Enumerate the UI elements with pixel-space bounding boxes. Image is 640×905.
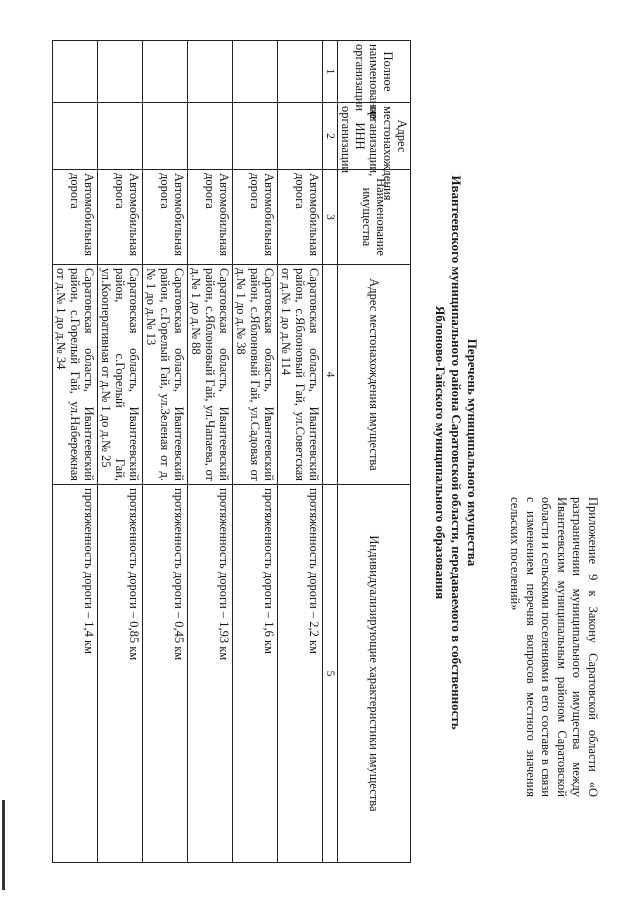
org-address-cell — [53, 103, 98, 170]
org-name-cell — [143, 41, 188, 103]
heading-line-2: Ивантеевского муниципального района Саратовской области, передаваемого в собственность — [449, 175, 464, 730]
property-name-cell: Автомобильная дорога — [143, 170, 188, 265]
property-name-cell: Автомобильная дорога — [233, 170, 278, 265]
characteristics-cell: протяженность дороги – 0,45 км — [143, 485, 188, 863]
org-name-cell — [278, 41, 323, 103]
org-name-cell — [233, 41, 278, 103]
heading-line-3: Яблоново-Гайского муниципального образования — [433, 305, 448, 600]
header-property-name: Наименование имущества — [338, 170, 411, 265]
appendix-note: Приложение 9 к Закону Саратовской области «О разграничении муниципального имущества между Ивантеевским муниципальным районом Саратовской области и сельскими поселениями в его составе в связи с изменением перечня вопросов местного значения сельских поселений» — [508, 497, 600, 797]
header-characteristics: Индивидуализирующие характеристики имущества — [338, 485, 411, 863]
characteristics-cell: протяженность дороги – 1,93 км — [188, 485, 233, 863]
org-address-cell — [98, 103, 143, 170]
property-address-cell: Саратовская область, Ивантеевский район, с.Горелый Гай, ул.Кооперативная от д.№ 1 до д.№ 25 — [98, 265, 143, 485]
column-number: 2 — [323, 103, 338, 170]
property-address-cell: Саратовская область, Ивантеевский район, с.Яблоновый Гай, ул.Советская от д.№ 1 до д.№ 114 — [278, 265, 323, 485]
property-table — [52, 40, 411, 863]
property-address-cell: Саратовская область, Ивантеевский район, с.Горелый Гай, ул.Набережная от д.№ 1 до д.№ 34 — [53, 265, 98, 485]
property-name-cell: Автомобильная дорога — [98, 170, 143, 265]
column-number: 4 — [323, 265, 338, 485]
table-row — [188, 41, 233, 863]
property-address-cell: Саратовская область, Ивантеевский район, с.Яблоновый Гай, ул.Чапаева, от д.№ 1 до д.№ 88 — [188, 265, 233, 485]
heading-line-1: Перечень муниципального имущества — [465, 338, 480, 567]
header-property-address: Адрес местонахождения имущества — [338, 265, 411, 485]
property-name-cell: Автомобильная дорога — [278, 170, 323, 265]
column-number: 5 — [323, 485, 338, 863]
org-name-cell — [53, 41, 98, 103]
header-org-name: Полное наименование организации — [338, 41, 411, 103]
column-number-row — [323, 41, 338, 863]
org-name-cell — [188, 41, 233, 103]
property-address-cell: Саратовская область, Ивантеевский район, с.Горелый Гай, ул.Зеленая от д.№ 1 до д.№ 13 — [143, 265, 188, 485]
table-row — [98, 41, 143, 863]
table-row — [143, 41, 188, 863]
characteristics-cell: протяженность дороги – 1,4 км — [53, 485, 98, 863]
property-name-cell: Автомобильная дорога — [53, 170, 98, 265]
column-number: 3 — [323, 170, 338, 265]
org-name-cell — [98, 41, 143, 103]
table-row — [233, 41, 278, 863]
org-address-cell — [233, 103, 278, 170]
property-name-cell: Автомобильная дорога — [188, 170, 233, 265]
table-row — [278, 41, 323, 863]
org-address-cell — [143, 103, 188, 170]
header-org-address: Адрес местонахождения организации, ИНН организации — [338, 103, 411, 170]
table-row — [53, 41, 98, 863]
document-heading — [432, 0, 480, 905]
table-header-row — [338, 41, 411, 863]
org-address-cell — [278, 103, 323, 170]
characteristics-cell: протяженность дороги – 1,6 км — [233, 485, 278, 863]
column-number: 1 — [323, 41, 338, 103]
org-address-cell — [188, 103, 233, 170]
characteristics-cell: протяженность дороги – 0,85 км — [98, 485, 143, 863]
characteristics-cell: протяженность дороги – 2,2 км — [278, 485, 323, 863]
property-address-cell: Саратовская область, Ивантеевский район, с.Яблоновый Гай, ул.Садовая от д.№ 1 до д.№ 38 — [233, 265, 278, 485]
